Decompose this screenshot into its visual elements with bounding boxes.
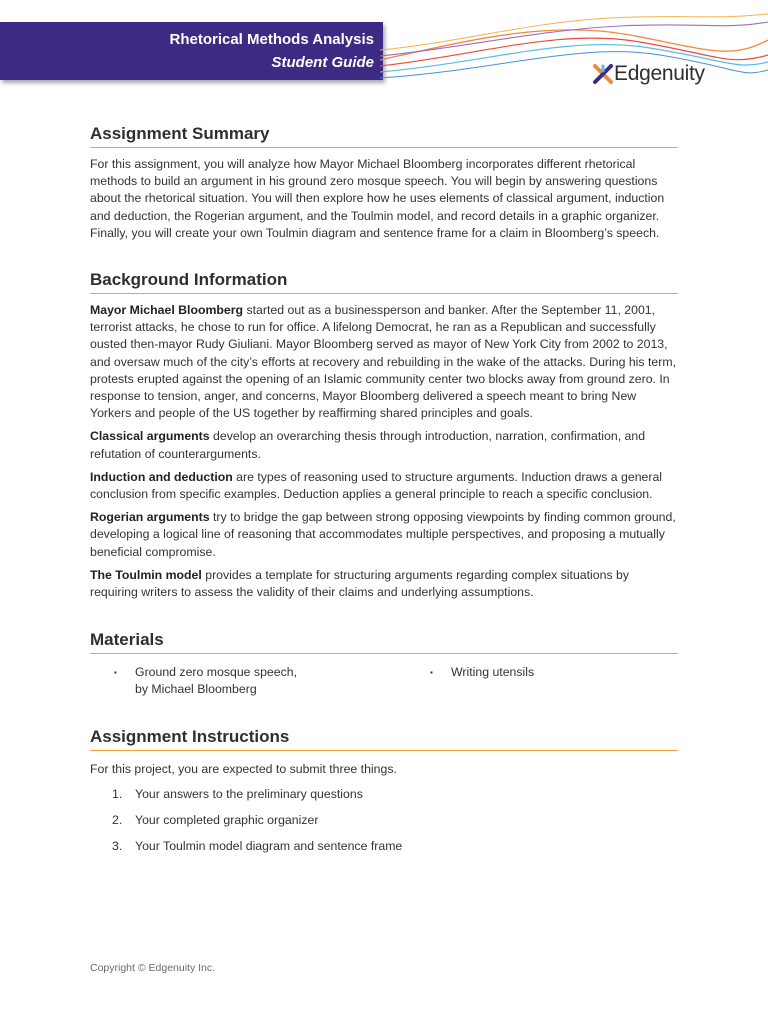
decorative-waves bbox=[380, 0, 768, 110]
document-subtitle: Student Guide bbox=[271, 54, 374, 71]
background-paragraph bbox=[90, 428, 678, 462]
term: Induction and deduction bbox=[90, 469, 233, 484]
materials-section bbox=[90, 630, 678, 698]
material-line: Ground zero mosque speech, bbox=[135, 665, 298, 680]
instructions-list bbox=[90, 786, 678, 855]
x-logo-icon bbox=[592, 63, 614, 85]
header-band bbox=[0, 22, 383, 80]
summary-text: For this assignment, you will analyze how Mayor Michael Bloomberg incorporates different rhetorical methods to build an argument in his ground zero mosque speech. You will begin by answering questions about the rhetorical situation. You will then explore how he uses elements of classical argument, induction and deduction, the Rogerian argument, and the Toulmin model, and record details in a graphic organizer. Finally, you will create your own Toulmin diagram and sentence frame for a claim in Bloomberg’s speech. bbox=[90, 157, 665, 240]
step-text: Your Toulmin model diagram and sentence frame bbox=[135, 839, 403, 854]
term: Mayor Michael Bloomberg bbox=[90, 303, 244, 318]
background-paragraph bbox=[90, 567, 678, 601]
list-item bbox=[90, 838, 678, 855]
definition: develop an overarching thesis through introduction, narration, confirmation, and refutation of counterarguments. bbox=[90, 429, 646, 461]
step-number: 3. bbox=[112, 839, 123, 854]
list-item bbox=[90, 664, 406, 698]
assignment-summary-section bbox=[90, 124, 678, 242]
term: Classical arguments bbox=[90, 429, 210, 444]
material-line: Writing utensils bbox=[451, 665, 535, 680]
definition: try to bridge the gap between strong opposing viewpoints by finding common ground, developing a logical line of reasoning that accommodates multiple perspectives, and proposing a mutually beneficial compromise. bbox=[90, 510, 676, 559]
term: The Toulmin model bbox=[90, 567, 202, 582]
list-item bbox=[90, 812, 678, 829]
list-item bbox=[90, 786, 678, 803]
material-line: by Michael Bloomberg bbox=[135, 682, 257, 697]
document-body bbox=[90, 124, 678, 864]
definition: are types of reasoning used to structure arguments. Induction draws a general conclusion from specific examples. Deduction applies a general principle to reach a specific conclusion. bbox=[90, 469, 663, 502]
edgenuity-logo bbox=[592, 60, 705, 88]
copyright-footer: Copyright © Edgenuity Inc. bbox=[90, 962, 216, 974]
instructions-section bbox=[90, 727, 678, 855]
document-title: Rhetorical Methods Analysis bbox=[169, 31, 374, 48]
background-paragraph bbox=[90, 509, 678, 561]
materials-heading: Materials bbox=[90, 630, 678, 654]
step-text: Your answers to the preliminary questions bbox=[135, 787, 363, 802]
background-section bbox=[90, 270, 678, 601]
step-text: Your completed graphic organizer bbox=[135, 813, 319, 828]
background-heading: Background Information bbox=[90, 270, 678, 294]
background-paragraph bbox=[90, 302, 678, 422]
logo-wordmark: Edgenuity bbox=[614, 62, 705, 85]
list-item bbox=[406, 664, 534, 698]
bullet-icon: ▪ bbox=[114, 668, 117, 678]
materials-list bbox=[90, 664, 678, 698]
instructions-intro: For this project, you are expected to submit three things. bbox=[90, 762, 397, 777]
definition: started out as a businessperson and banker. After the September 11, 2001, terrorist attacks, he chose to run for office. A lifelong Democrat, he ran as a Republican and successfully ousted then-mayor Rudy Giuliani. Mayor Bloomberg served as mayor of New York City from 2002 to 2013, and oversaw much of the city’s efforts at recovery and rebuilding in the wake of the attacks. During his term, protests erupted against the opening of an Islamic community center two blocks away from ground zero. In response to tension, anger, and concerns, Mayor Bloomberg delivered a speech meant to bring New Yorkers and people of the US together by reaffirming shared principles and goals. bbox=[90, 303, 676, 421]
step-number: 2. bbox=[112, 813, 123, 828]
background-paragraph bbox=[90, 469, 678, 503]
term: Rogerian arguments bbox=[90, 510, 210, 525]
step-number: 1. bbox=[112, 787, 123, 802]
bullet-icon: ▪ bbox=[430, 668, 433, 678]
definition: provides a template for structuring arguments regarding complex situations by requiring writers to assess the validity of their claims and underlying assumptions. bbox=[90, 567, 629, 600]
summary-heading: Assignment Summary bbox=[90, 124, 678, 148]
instructions-heading: Assignment Instructions bbox=[90, 727, 678, 751]
